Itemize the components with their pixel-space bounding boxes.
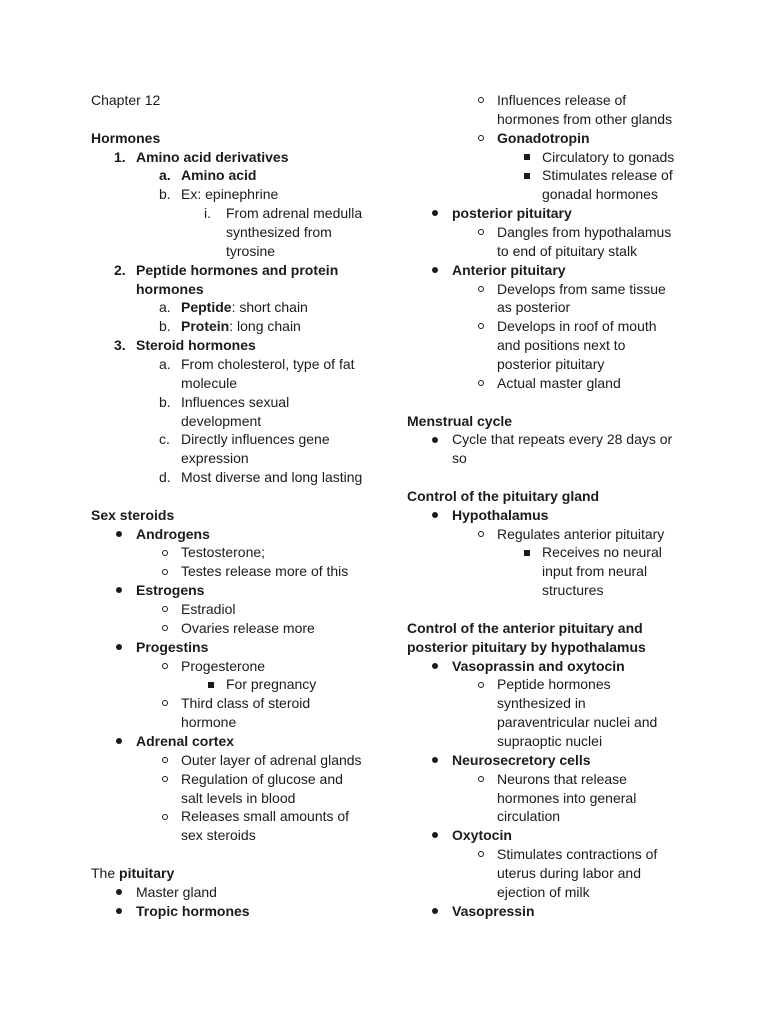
bold-run: Anterior pituitary [452,261,566,278]
line-text [181,694,310,713]
text-run: and positions next to [497,337,626,354]
text-run: Circulatory to gonads [542,148,675,165]
line-text [226,242,275,261]
line-text [181,298,308,317]
text-run: expression [181,450,249,467]
line-text [136,261,338,280]
line-text [181,543,265,562]
text-run: Stimulates release of [542,167,673,184]
bullet-disc-icon [116,732,122,751]
line-text [181,789,295,808]
bold-run: hormones [136,280,204,297]
bold-run: pituitary [119,864,175,881]
list-number: a. [159,167,171,184]
line-text [497,732,602,751]
line-text [136,902,250,921]
line-text [136,280,204,299]
bullet-circle-icon [478,525,484,544]
line-text [181,317,301,336]
bullet-circle-icon [478,91,484,110]
line-text [452,204,572,223]
line-text [181,619,315,638]
bullet-circle-icon [162,770,168,789]
text-run: to end of pituitary stalk [497,242,638,259]
bullet-disc-icon [432,204,438,223]
line-text [181,449,249,468]
line-text [181,713,236,732]
line-text [497,845,657,864]
line-text [542,543,662,562]
line-text [497,223,671,242]
bullet-circle-icon [478,317,484,336]
line-text [181,770,343,789]
line-text [407,412,512,431]
line-text [181,657,265,676]
text-run: tyrosine [226,242,276,259]
text-run: sex steroids [181,827,256,844]
text-run: as posterior [497,299,571,316]
list-number: b. [159,393,171,410]
text-run: salt levels in blood [181,789,296,806]
bullet-square-icon [524,148,530,167]
line-text [497,317,657,336]
bold-run: posterior pituitary [452,205,572,222]
bullet-circle-icon [162,619,168,638]
line-text [91,91,160,110]
bold-run: Gonadotropin [497,129,590,146]
bold-run: Control of the anterior pituitary and [407,619,643,636]
bold-run: Menstrual cycle [407,412,513,429]
bold-run: Amino acid [181,167,257,184]
line-text [542,562,647,581]
list-number: b. [159,318,171,335]
text-run: structures [542,582,604,599]
line-text [181,430,330,449]
line-text [452,902,535,921]
line-text [497,129,590,148]
line-text [542,581,603,600]
text-run: Testosterone; [181,544,266,561]
line-text [181,600,235,619]
line-text [497,713,657,732]
line-text [136,732,234,751]
text-run: Influences release of [497,92,627,108]
text-run: supraoptic nuclei [497,732,603,749]
line-text [497,789,636,808]
line-text [136,638,208,657]
list-number: i. [204,205,211,222]
line-text [497,355,604,374]
bold-run: Steroid hormones [136,337,256,354]
list-number: c. [159,431,170,448]
line-text [542,185,658,204]
bullet-disc-icon [116,883,122,902]
line-text [91,506,174,525]
text-run: Most diverse and long lasting [181,469,363,485]
bold-run: Androgens [136,525,210,542]
text-run: : short chain [231,299,308,316]
line-text [497,675,611,694]
line-text [452,506,548,525]
line-text [226,223,332,242]
line-text [181,751,362,770]
list-number: a. [159,355,171,372]
bullet-disc-icon [432,657,438,676]
bullet-circle-icon [162,694,168,713]
bullet-disc-icon [116,902,122,921]
line-text [136,148,289,167]
list-number: 2. [114,261,126,278]
bullet-disc-icon [116,525,122,544]
line-text [181,374,237,393]
bold-run: Sex steroids [91,506,175,523]
bullet-circle-icon [162,543,168,562]
bullet-circle-icon [478,129,484,148]
text-run: Estradiol [181,601,236,617]
bullet-square-icon [524,543,530,562]
text-run: input from neural [542,563,648,580]
line-text [452,751,591,770]
text-run: paraventricular nuclei and [497,714,658,731]
bold-run: Protein [181,318,230,335]
text-run: Directly influences gene [181,431,330,448]
text-run: Progesterone [181,657,266,674]
bullet-square-icon [208,675,214,694]
bullet-circle-icon [478,223,484,242]
line-text [452,449,467,468]
line-text [497,694,586,713]
text-run: ejection of milk [497,883,590,900]
line-text [452,826,512,845]
line-text [181,412,261,431]
line-text [407,638,646,657]
line-text [136,336,256,355]
text-run: hormones into general [497,789,637,806]
bullet-circle-icon [162,600,168,619]
line-text [452,261,566,280]
text-run: From adrenal medulla [226,205,363,222]
bold-run: Peptide [181,299,232,316]
text-run: gonadal hormones [542,186,658,203]
text-run: synthesized from [226,224,332,240]
text-run: The [91,864,120,881]
text-run: Neurons that release [497,770,627,787]
line-text [497,525,664,544]
text-run: Peptide hormones [497,676,611,693]
line-text [497,807,560,826]
bullet-disc-icon [116,581,122,600]
bold-run: Adrenal cortex [136,732,235,749]
text-run: Regulates anterior pituitary [497,525,665,542]
line-text [407,487,599,506]
bullet-disc-icon [116,638,122,657]
text-run: Influences sexual [181,393,290,410]
list-number: b. [159,186,171,203]
line-text [181,166,256,185]
text-run: uterus during labor and [497,864,641,881]
bullet-circle-icon [162,751,168,770]
bullet-circle-icon [478,770,484,789]
line-text [181,562,348,581]
line-text [497,280,666,299]
bullet-circle-icon [478,845,484,864]
bold-run: Vasopressin [452,902,535,919]
text-run: Stimulates contractions of [497,846,658,862]
line-text [226,204,362,223]
line-text [136,883,217,902]
line-text [452,657,625,676]
line-text [497,770,627,789]
line-text [452,430,672,449]
list-number: 3. [114,337,126,354]
bold-run: Hypothalamus [452,506,549,523]
text-run: Third class of steroid [181,695,311,712]
text-run: Receives no neural [542,544,662,561]
text-run: molecule [181,374,238,391]
bold-run: Peptide hormones and protein [136,261,339,278]
text-run: development [181,412,262,429]
bullet-disc-icon [432,430,438,449]
text-run: Actual master gland [497,374,621,391]
bold-run: Oxytocin [452,827,512,844]
text-run: posterior pituitary [497,355,605,372]
text-run: Releases small amounts of [181,808,350,825]
bold-run: Control of the pituitary gland [407,487,600,504]
line-text [407,619,643,638]
text-run: so [452,450,467,467]
bold-run: posterior pituitary by hypothalamus [407,638,646,655]
text-run: Dangles from hypothalamus [497,224,672,240]
bold-run: Neurosecretory cells [452,751,591,768]
line-text [497,91,626,110]
text-run: : long chain [229,318,301,335]
line-text [181,355,355,374]
bold-run: Tropic hormones [136,902,250,919]
bullet-disc-icon [432,261,438,280]
text-run: Ovaries release more [181,619,315,636]
line-text [497,110,672,129]
text-run: hormone [181,714,237,731]
list-number: d. [159,469,171,485]
bullet-circle-icon [162,657,168,676]
bullet-circle-icon [478,675,484,694]
line-text [497,298,570,317]
line-text [497,864,641,883]
text-run: hormones from other glands [497,110,673,127]
line-text [181,393,289,412]
bullet-disc-icon [432,506,438,525]
line-text [497,242,637,261]
line-text [542,166,673,185]
line-text [136,581,204,600]
text-run: Develops from same tissue [497,280,666,297]
bullet-disc-icon [432,902,438,921]
bold-run: Hormones [91,129,161,146]
line-text [226,675,316,694]
bullet-square-icon [524,166,530,185]
line-text [91,129,160,148]
list-number: 1. [114,148,126,165]
line-text [136,525,210,544]
line-text [497,374,621,393]
text-run: For pregnancy [226,676,317,693]
text-run: Ex: epinephrine [181,186,279,203]
bullet-circle-icon [478,280,484,299]
text-run: Cycle that repeats every 28 days or [452,431,673,448]
line-text [181,826,256,845]
text-run: Regulation of glucose and [181,770,343,787]
bullet-circle-icon [162,807,168,826]
text-run: From cholesterol, type of fat [181,355,355,372]
bold-run: Progestins [136,638,209,655]
line-text [181,807,349,826]
line-text [181,468,362,487]
text-run: Master gland [136,883,217,900]
line-text [181,185,278,204]
bold-run: Vasoprassin and oxytocin [452,657,625,674]
bullet-disc-icon [432,826,438,845]
text-run: Outer layer of adrenal glands [181,751,362,768]
bold-run: Estrogens [136,582,205,599]
bullet-circle-icon [162,562,168,581]
bullet-disc-icon [432,751,438,770]
bold-run: Amino acid derivatives [136,148,289,165]
bullet-circle-icon [478,374,484,393]
line-text [497,336,625,355]
text-run: synthesized in [497,695,586,712]
text-run: Testes release more of this [181,563,349,580]
text-run: Develops in roof of mouth [497,318,657,335]
text-run: Chapter 12 [91,92,161,108]
list-number: a. [159,299,171,316]
line-text [91,864,174,883]
text-run: circulation [497,808,561,825]
line-text [542,148,674,167]
line-text [497,883,590,902]
